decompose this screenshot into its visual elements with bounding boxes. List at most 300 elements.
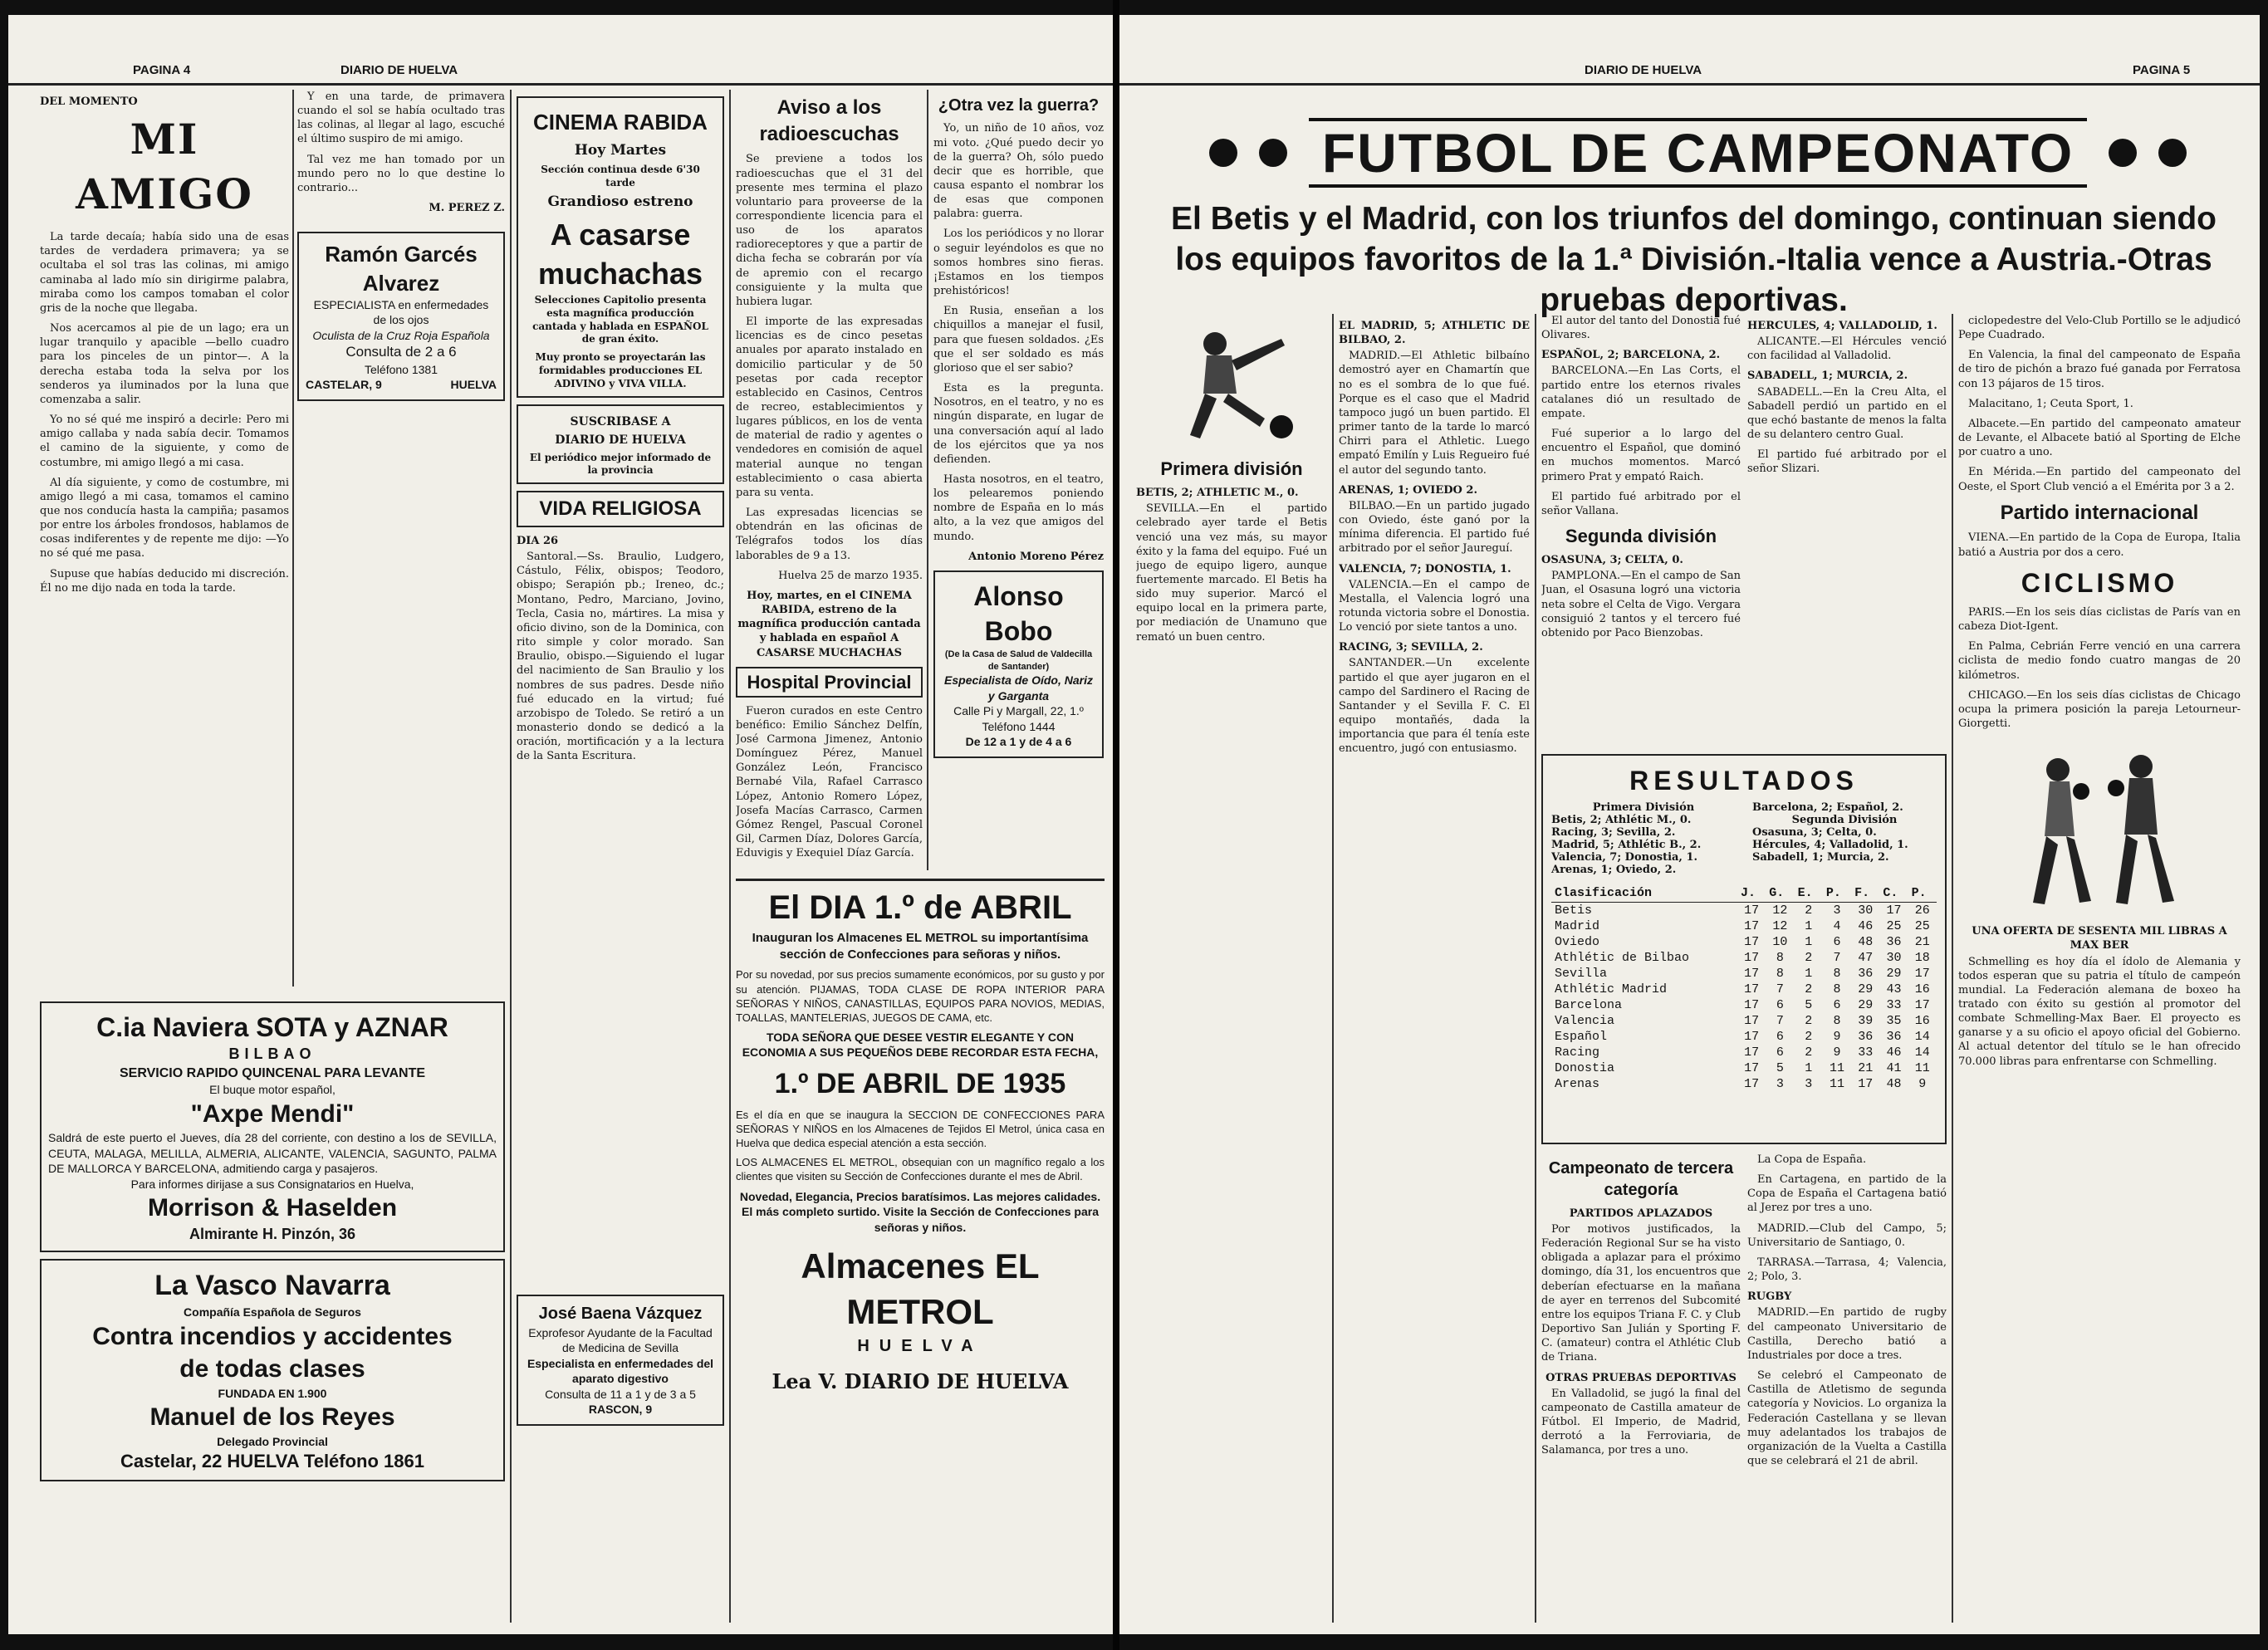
team-name: Oviedo [1555, 935, 1600, 949]
ad-address: CASTELAR, 9 [306, 378, 382, 392]
standings-row [1551, 966, 1937, 982]
ad-name: Alonso Bobo [973, 580, 1064, 647]
stat-cell: 2 [1805, 982, 1813, 996]
paragraph: Las expresadas licencias se obtendrán en las oficinas de Telégrafos todos los días laborables de 9 a 13. [736, 507, 923, 562]
subscribe-box [517, 404, 724, 485]
stat-cell: 3 [1805, 1077, 1813, 1091]
paragraph: En Cartagena, en partido de la Copa de España el Cartagena batió al Jerez por tres a uno. [1747, 1173, 1947, 1215]
stat-cell: 21 [1858, 1061, 1874, 1075]
stat-cell: 30 [1886, 951, 1902, 965]
ad-address: Calle Pi y Margall, 22, 1.º [953, 704, 1084, 718]
stat-cell: 17 [1744, 951, 1760, 965]
standings-header: E. [1795, 884, 1823, 903]
standings-row [1551, 982, 1937, 997]
metrol-body: Es el día en que se inaugura la SECCION DE CONFECCIONES PARA SEÑORAS Y NIÑOS en los Almacenes de Tejidos El Metrol, única casa en Huelva que dedica especial atención a esta sección. [736, 1108, 1105, 1150]
metrol-body: LOS ALMACENES EL METROL, obsequian con un magnífico regalo a los clientes que visiten su Sección de Confecciones durante el mes de Abril. [736, 1156, 1105, 1183]
standings-header: P. [1908, 884, 1937, 903]
section-title: Partido internacional [2000, 501, 2199, 524]
stat-cell: 41 [1886, 1061, 1902, 1075]
caption: UNA OFERTA DE SESENTA MIL LIBRAS A MAX BER [1972, 925, 2227, 952]
stat-cell: 7 [1776, 1014, 1784, 1028]
stat-cell: 17 [1744, 982, 1760, 996]
paragraph: Hoy, martes, en el CINEMA RABIDA, estreno de la magnífica producción cantada y hablada en español A CASARSE MUCHACHAS [737, 589, 921, 659]
bullet-icon [2109, 139, 2137, 167]
stat-cell: 30 [1858, 903, 1874, 918]
stat-cell: 1 [1805, 919, 1813, 933]
bullet-icon [2158, 139, 2187, 167]
stat-cell: 39 [1858, 1014, 1874, 1028]
sports-banner [1169, 115, 2226, 191]
section-title: VIDA RELIGIOSA [539, 497, 702, 521]
paragraph: Esta es la pregunta. Nosotros, en el teatro, y no es ningún disparate, en lugar de una conversación aquí al lado de los ejércitos que ya nos defienden. [933, 382, 1104, 466]
team-name: Madrid [1555, 919, 1600, 933]
stat-cell: 17 [1744, 1030, 1760, 1044]
stat-cell: 47 [1858, 951, 1874, 965]
stat-cell: 6 [1776, 1030, 1784, 1044]
stat-cell: 2 [1805, 1045, 1813, 1060]
stat-cell: 8 [1833, 982, 1841, 996]
paragraph: Yo no sé qué me inspiró a decirle: Pero mi amigo callaba y nada sabía decir. Tomamos el camino de la siguiente, y como de costumbre, mi amigo llegó a mi casa. [40, 414, 289, 469]
subscribe-line: DIARIO DE HUELVA [555, 433, 686, 448]
cinema-note: Selecciones Capitolio presenta esta magnífica producción cantada y hablada en ESPAÑOL de gran éxito. [532, 293, 708, 345]
paragraph: Nos acercamos al pie de un lago; era un lugar tranquilo y apacible —bello cuadro para los pinceles de un pintor—. A la derecha estaba toda la selva por los senderos ya iluminados por la luna que comenzaba a salir. [40, 322, 289, 406]
column-shipping-ads [40, 995, 505, 1623]
stat-cell: 17 [1744, 1045, 1760, 1060]
column-divider [510, 90, 512, 1623]
stat-cell: 17 [1744, 919, 1760, 933]
paragraph: BILBAO.—En un partido jugado con Oviedo, éste ganó por la mínima diferencia. El partido fué arbitrado por el señor Jaureguí. [1339, 499, 1530, 556]
stat-cell: 11 [1829, 1061, 1844, 1075]
section-title: Campeonato de tercera categoría [1548, 1159, 1734, 1200]
stat-cell: 2 [1805, 1030, 1813, 1044]
column-copa [1747, 1153, 1947, 1623]
hospital-heading [736, 667, 923, 698]
column-text-3 [1541, 314, 1741, 746]
paragraph: Albacete.—En partido del campeonato amateur de Levante, el Albacete batió al Sporting de Elche por cuatro a uno. [1958, 417, 2241, 459]
ad-role: Exprofesor Ayudante de la Facultad de Medicina de Sevilla [528, 1325, 713, 1355]
metrol-body: Por su novedad, por sus precios sumamente económicos, por su gusto y por su atención. PIJAMAS, TODA CLASE DE ROPA INTERIOR PARA SEÑORAS Y NIÑOS, CANASTILLAS, EQUIPOS PARA NOVIOS, MEDIAS, TOALLAS, MANTELERIAS, JUEGOS DE CAMA, etc. [736, 968, 1105, 1024]
ad-route: Saldrá de este puerto el Jueves, día 28 del corriente, con destino a los de SEVILLA, CEUTA, MALAGA, MELILLA, ALMERIA, ALICANTE, VALENCIA, SAGUNTO, PALMA DE MALLORCA Y BARCELONA, admitiendo carga y pasajeros. [48, 1131, 497, 1176]
stat-cell: 46 [1886, 1045, 1902, 1060]
cinema-ad [517, 96, 724, 398]
ad-founded: FUNDADA EN 1.900 [218, 1386, 327, 1400]
ad-line: de todas clases [179, 1355, 365, 1383]
ad-info: Para informes dirijase a sus Consignatarios en Huelva, [130, 1177, 414, 1191]
standings-row [1551, 950, 1937, 966]
stat-cell: 17 [1744, 1061, 1760, 1075]
paragraph: SEVILLA.—En el partido celebrado ayer tarde el Betis venció una vez más, su mayor éxito y la fama del equipo. Fué un juego de equipo ligero, aunque fuertemente marcado. El Betis ha sido muy superior. Marcó el equipo local en la primera parte, por mediación de Unamuno que remató un buen centro. [1136, 502, 1327, 644]
standings-header: P. [1823, 884, 1851, 903]
stat-cell: 17 [1744, 903, 1760, 918]
stat-cell: 17 [1744, 1077, 1760, 1091]
team-name: Arenas [1555, 1077, 1600, 1091]
page-gutter [1113, 0, 1119, 1650]
paragraph: Se celebró el Campeonato de Castilla de Atletismo de segunda categoría y Novicios. Lo organiza la Federación Castellana y se llevan muy adelantados los trabajos de organización de la Vuelta a Castilla que se celebrará el 21 de abril. [1747, 1369, 1947, 1467]
paragraph: MADRID.—El Athletic bilbaíno demostró ayer en Chamartín que no es el sombra de lo que fué. Porque es el caso que el Madrid tampoco jugó un buen partido. El primer tanto de la tarde lo marcó Chirri para el Athletic. Luego empató Emilín y Luis Regueiro fué el autor del segundo tanto. [1339, 350, 1530, 477]
stat-cell: 5 [1805, 998, 1813, 1012]
match-score: OSASUNA, 3; CELTA, 0. [1541, 554, 1683, 567]
left-page-number: PAGINA 4 [133, 63, 191, 77]
metrol-slogan: Novedad, Elegancia, Precios baratísimos. Las mejores calidades. El más completo surtido. Visite la Sección de Confecciones para señoras y niños. [739, 1189, 1101, 1234]
standings-header: C. [1879, 884, 1908, 903]
column-radio [736, 90, 923, 870]
paragraph: El partido fué arbitrado por el señor Vallana. [1541, 490, 1741, 517]
paragraph: Supuse que habías deducido mi discreción. Él no me dijo nada en toda la tarde. [40, 567, 289, 595]
ad-garces [297, 232, 505, 400]
standings-row [1551, 1045, 1937, 1060]
standings-row [1551, 1060, 1937, 1076]
ad-service: SERVICIO RAPIDO QUINCENAL PARA LEVANTE [119, 1065, 426, 1080]
paragraph: La tarde decaía; había sido una de esas tardes de verdadera primavera; ya se ocultaba el sol tras las colinas, mi amigo caminaba al lado mío sin dirigirme palabra, miraba como los campos tomaban el color gris de la noche que llegaba. [40, 231, 289, 315]
stat-cell: 25 [1886, 919, 1902, 933]
ad-hours: Consulta de 2 a 6 [345, 344, 457, 360]
day-label: DIA 26 [517, 534, 559, 547]
team-name: Athlétic de Bilbao [1555, 951, 1690, 965]
ad-address: Castelar, 22 HUELVA Teléfono 1861 [120, 1451, 424, 1472]
paragraph: Por motivos justificados, la Federación Regional Sur se ha visto obligada a aplazar para el próximo domingo, día 31, los encuentros que deberían efectuarse en la mañana de ayer en terrenos del Subcomité entre los equipos Triana F. C. y Club Deportivo San Julián y Sporting F. C. (amateur) contra el Athlétic Club de Triana. [1541, 1222, 1741, 1364]
stat-cell: 48 [1886, 1077, 1902, 1091]
stat-cell: 36 [1858, 967, 1874, 981]
film-title: muchachas [537, 257, 703, 291]
result-line: Valencia, 7; Donostia, 1. [1551, 851, 1698, 864]
stat-cell: 9 [1833, 1030, 1841, 1044]
ad-ship-intro: El buque motor español, [209, 1083, 336, 1097]
match-score: HERCULES, 4; VALLADOLID, 1. [1747, 320, 1937, 332]
match-score: VALENCIA, 7; DONOSTIA, 1. [1339, 562, 1511, 575]
ad-agent-role: Delegado Provincial [217, 1434, 328, 1448]
result-line: Arenas, 1; Oviedo, 2. [1551, 864, 1677, 876]
metrol-city: HUELVA [857, 1336, 983, 1355]
paragraph: SANTANDER.—Un excelente partido el que ayer jugaron en el campo del Sardinero el Racing de Santander y el Sevilla F. C. El equipo montañés, dada la importancia que para él tenía este encuentro, jugó con entusiasmo. [1339, 657, 1530, 756]
boxers-illustration [2000, 737, 2199, 919]
stat-cell: 11 [1829, 1077, 1844, 1091]
paragraph: Tal vez me han tomado por un mundo pero no lo que destine lo contrario... [297, 153, 505, 194]
paragraph: VIENA.—En partido de la Copa de Europa, Italia batió a Austria por dos a cero. [1958, 531, 2241, 559]
ad-agents-address: Almirante H. Pinzón, 36 [189, 1225, 356, 1242]
stat-cell: 14 [1914, 1030, 1930, 1044]
result-line: Madrid, 5; Athlétic B., 2. [1551, 839, 1702, 851]
ad-address: RASCON, 9 [588, 1403, 653, 1417]
stat-cell: 29 [1858, 982, 1874, 996]
ad-name: José Baena Vázquez [538, 1305, 703, 1324]
stat-cell: 10 [1772, 935, 1788, 949]
paragraph: En Valencia, la final del campeonato de España de tiro de pichón a brazo fué ganada por Ferratosa con 13 pájaros de 15 tiros. [1958, 349, 2241, 390]
match-score: ESPAÑOL, 2; BARCELONA, 2. [1541, 349, 1721, 362]
ad-hours: De 12 a 1 y de 4 a 6 [965, 735, 1072, 749]
paragraph: SABADELL.—En la Creu Alta, el Sabadell perdió un partido en el que echó bastante de menos la falta de su delantero centro Gual. [1747, 385, 1947, 442]
ad-company: C.ia Naviera SOTA y AZNAR [96, 1012, 448, 1042]
standings-header: G. [1766, 884, 1794, 903]
stat-cell: 8 [1776, 951, 1784, 965]
stat-cell: 2 [1805, 903, 1813, 918]
metrol-subhead: Inauguran los Almacenes EL METROL su importantísima sección de Confecciones para señoras y niños. [752, 930, 1089, 962]
result-line: Osasuna, 3; Celta, 0. [1752, 826, 1877, 839]
section-subtitle: OTRAS PRUEBAS DEPORTIVAS [1545, 1371, 1737, 1384]
stat-cell: 7 [1776, 982, 1784, 996]
stat-cell: 17 [1744, 1014, 1760, 1028]
result-line: Racing, 3; Sevilla, 2. [1551, 826, 1676, 839]
stat-cell: 46 [1858, 919, 1874, 933]
article-title: MI AMIGO [76, 115, 253, 219]
article-title: ¿Otra vez la guerra? [938, 96, 1100, 115]
results-box [1541, 754, 1947, 1144]
paragraph: En Rusia, enseñan a los chiquillos a manejar el fusil, para que fuesen soldados. ¿Es que el ser soldado es más glorioso que el ser sabio? [933, 305, 1104, 375]
stat-cell: 25 [1914, 919, 1930, 933]
paragraph: ALICANTE.—El Hércules venció con facilidad al Valladolid. [1747, 335, 1947, 363]
team-name: Sevilla [1555, 967, 1608, 981]
metrol-body: TODA SEÑORA QUE DESEE VESTIR ELEGANTE Y CON ECONOMIA A SUS PEQUEÑOS DEBE RECORDAR ESTA FECHA, [742, 1031, 1099, 1060]
cinema-premiere: Grandioso estreno [547, 193, 693, 211]
header-rule [1119, 83, 2260, 86]
stat-cell: 5 [1776, 1061, 1784, 1075]
ad-agent: Manuel de los Reyes [149, 1403, 395, 1432]
match-score: SABADELL, 1; MURCIA, 2. [1747, 370, 1908, 383]
paragraph: PAMPLONA.—En el campo de San Juan, el Osasuna logró una victoria neta sobre el Celta de Vigo. Vergara consiguió 2 tantos y el tercero fué obtenido por Paco Bienzobas. [1541, 570, 1741, 639]
column-mi-amigo-cont [297, 90, 505, 771]
paragraph: En Valladolid, se jugó la final del campeonato de Castilla amateur de Fútbol. El Imperio, de Madrid, derrotó a la Ferroviaria, de Salamanca, por tres a uno. [1541, 1387, 1741, 1457]
ad-company: La Vasco Navarra [154, 1270, 390, 1302]
paragraph: El autor del tanto del Donostia fué Olivares. [1541, 315, 1741, 342]
paragraph: TARRASA.—Tarrasa, 4; Valencia, 2; Polo, 3. [1747, 1256, 1947, 1284]
stat-cell: 16 [1914, 982, 1930, 996]
paragraph: PARIS.—En los seis días ciclistas de París van en cabeza Diot-Igent. [1958, 605, 2241, 634]
standings-table [1551, 884, 1937, 1092]
standings-header: F. [1851, 884, 1879, 903]
stat-cell: 35 [1886, 1014, 1902, 1028]
cinema-today: Hoy Martes [574, 142, 667, 159]
ad-vasco-navarra [40, 1259, 505, 1481]
paragraph: El importe de las expresadas licencias es de cinco pesetas anuales por aparato instalado en domicilio particular y de 50 pesetas por cada receptor establecido en Casinos, Centros de recreo, establecimientos y lugares públicos, en los de venta de material de radio y agentes o vendedores en comisión de aquel material aunque no tengan establecimiento o casa abierta para su venta. [736, 316, 923, 499]
column-divider [1332, 314, 1334, 1623]
result-line: Barcelona, 2; Español, 2. [1752, 801, 1903, 814]
team-name: Español [1555, 1030, 1608, 1044]
result-line: Hércules, 4; Valladolid, 1. [1752, 839, 1908, 851]
paragraph: VALENCIA.—En el campo de Mestalla, el Valencia logró una rotunda victoria sobre el Donostia. Lo venció por siete tantos a uno. [1339, 578, 1530, 634]
stat-cell: 48 [1858, 935, 1874, 949]
stat-cell: 11 [1914, 1061, 1930, 1075]
ad-name: Alvarez [362, 270, 440, 296]
stat-cell: 14 [1914, 1045, 1930, 1060]
results-segunda-head: Segunda División [1791, 814, 1898, 826]
result-line: Sabadell, 1; Murcia, 2. [1752, 851, 1889, 864]
article-title: Aviso a los radioescuchas [759, 96, 899, 145]
section-subtitle: RUGBY [1747, 1290, 1792, 1304]
standings-row [1551, 1076, 1937, 1092]
paragraph: CHICAGO.—En los seis días ciclistas de Chicago ocupa la primera posición la pareja Letourneur-Giorgetti. [1958, 688, 2241, 731]
stat-cell: 17 [1914, 967, 1930, 981]
stat-cell: 29 [1886, 967, 1902, 981]
column-cinema [517, 90, 724, 1623]
stat-cell: 43 [1886, 982, 1902, 996]
ad-agents: Morrison & Haselden [147, 1194, 398, 1222]
banner-title: FUTBOL DE CAMPEONATO [1309, 118, 2087, 188]
column-internacional [1958, 314, 2241, 1623]
stat-cell: 2 [1805, 951, 1813, 965]
ad-specialty: Especialista en enfermedades del aparato digestivo [527, 1356, 714, 1386]
stat-cell: 8 [1833, 967, 1841, 981]
column-guerra [933, 90, 1104, 870]
ad-city: HUELVA [450, 378, 497, 392]
match-score: RACING, 3; SEVILLA, 2. [1339, 641, 1483, 654]
team-name: Athlétic Madrid [1555, 982, 1668, 996]
paragraph: Hasta nosotros, en el teatro, los pelearemos poniendo nombre de España en lo más alto, a la vez que amigos del mundo. [933, 472, 1104, 543]
stat-cell: 17 [1744, 935, 1760, 949]
column-primera [1136, 314, 1327, 1623]
paragraph: Huelva 25 de marzo 1935. [778, 569, 923, 582]
results-title: RESULTADOS [1629, 766, 1859, 796]
ad-specialty: Especialista de Oído, Nariz y Garganta [944, 673, 1093, 703]
footer-slogan: Lea V. DIARIO DE HUELVA [772, 1369, 1069, 1394]
stat-cell: 6 [1776, 1045, 1784, 1060]
stat-cell: 12 [1772, 919, 1788, 933]
paragraph: MADRID.—En partido de rugby del campeonato Universitario de Castilla, Derecho batió a Industriales por doce a tres. [1747, 1306, 1947, 1362]
ad-ship-name: "Axpe Mendi" [190, 1099, 355, 1128]
column-divider [292, 90, 294, 987]
right-page [1119, 15, 2260, 1634]
paragraph: Yo, un niño de 10 años, voz mi voto. ¿Qué puedo decir yo de la guerra? Oh, sólo puedo decir que es horrible, que causa espanto el nombrar los de esas que componen palabra: guerra. [933, 122, 1104, 221]
stat-cell: 17 [1744, 967, 1760, 981]
team-name: Valencia [1555, 1014, 1615, 1028]
subscribe-line: El periódico mejor informado de la provincia [529, 451, 712, 477]
paragraph: Malacitano, 1; Ceuta Sport, 1. [1968, 397, 2133, 410]
ad-sub: (De la Casa de Salud de Valdecilla de Santander) [944, 649, 1093, 672]
match-score: ARENAS, 1; OVIEDO 2. [1339, 483, 1477, 497]
ad-clinic: Oculista de la Cruz Roja Española [312, 328, 490, 342]
column-divider [927, 90, 928, 870]
stat-cell: 9 [1833, 1045, 1841, 1060]
section-subtitle: PARTIDOS APLAZADOS [1569, 1207, 1713, 1220]
stat-cell: 4 [1833, 919, 1841, 933]
ad-specialty: ESPECIALISTA en enfermedades de los ojos [313, 297, 489, 327]
stat-cell: 3 [1833, 903, 1841, 918]
stat-cell: 6 [1833, 935, 1841, 949]
ad-metrol [736, 879, 1105, 1623]
ad-sub: Compañía Española de Seguros [184, 1305, 361, 1320]
team-name: Barcelona [1555, 998, 1623, 1012]
section-title: Hospital Provincial [747, 671, 912, 693]
stat-cell: 3 [1776, 1077, 1784, 1091]
headline-deck: El Betis y el Madrid, con los triunfos del domingo, continuan siendo los equipos favoritos de la 1.ª División.-Italia vence a Austria.-Otras pruebas deportivas. [1171, 201, 2217, 318]
paragraph: Se previene a todos los radioescuchas que el 31 del presente mes termina el plazo voluntario para proveerse de la correspondiente licencia para el uso de los aparatos radioreceptores y que a partir de dicha fecha se cobrarán por vía de apremio con el recargo consiguiente y la multa que hubiera lugar. [736, 153, 923, 308]
standings-row [1551, 997, 1937, 1013]
ad-name: Ramón Garcés [325, 242, 478, 267]
paragraph: Fué superior a lo largo del encuentro el Español, que dominó en muchos momentos. Marcó primero Prat y empató Raich. [1541, 428, 1741, 483]
byline: Antonio Moreno Pérez [968, 550, 1104, 563]
result-line: Betis, 2; Athlétic M., 0. [1551, 814, 1692, 826]
stat-cell: 2 [1805, 1014, 1813, 1028]
header-rule [8, 83, 1113, 86]
paragraph: Schmelling es hoy día el ídolo de Alemania y todos esperan que su patria el título de campeón mundial. La Federación alemana de boxeo ha tratado con éxito su gestión al promotor del combate Schmelling-Max Baer. El proyecto es ganarse y a su oficio el apoyo oficial del Gobierno. Al actual detentor del título se le han ofrecido 70.000 libras para enfrentarse con Schmelling. [1958, 955, 2241, 1068]
ad-hours: Consulta de 11 a 1 y de 3 a 5 [545, 1387, 696, 1401]
stat-cell: 1 [1805, 967, 1813, 981]
column-divider [1952, 314, 1953, 1623]
stat-cell: 16 [1914, 1014, 1930, 1028]
stat-cell: 36 [1858, 1030, 1874, 1044]
ad-alonso [933, 570, 1104, 758]
left-page-masthead: DIARIO DE HUELVA [340, 63, 458, 77]
paragraph: En Mérida.—En partido del campeonato del Oeste, el Sport Club venció a el Emérita por 3 a 2. [1958, 466, 2241, 493]
right-page-masthead: DIARIO DE HUELVA [1585, 63, 1702, 77]
standings-row [1551, 934, 1937, 950]
results-primera-head: Primera División [1592, 801, 1695, 814]
stat-cell: 36 [1886, 1030, 1902, 1044]
right-page-number: PAGINA 5 [2133, 63, 2191, 77]
paragraph: El partido fué arbitrado por el señor Slizari. [1747, 448, 1947, 476]
standings-header: J. [1737, 884, 1766, 903]
stat-cell: 36 [1886, 935, 1902, 949]
column-tercera [1541, 1153, 1741, 1623]
stat-cell: 6 [1833, 998, 1841, 1012]
standings-row [1551, 918, 1937, 934]
paragraph: Fueron curados en este Centro benéfico: Emilio Sánchez Delfín, José Carmona Jimenez, Antonio Domínguez Pérez, Manuel González León, Francisco Bernabé Vila, Rafael Carrasco López, Antonio Romero López, Josefa Macías Carrasco, Carmen Gómez Rengel, Pascual Coronel Gil, Carmen Díaz, Dolores García, Eduvigis y Exequiel Díaz García. [736, 704, 923, 860]
bullet-icon [1259, 139, 1287, 167]
standings-header: Clasificación [1551, 884, 1737, 903]
match-score: BETIS, 2; ATHLETIC M., 0. [1136, 487, 1299, 500]
team-name: Betis [1555, 903, 1593, 918]
stat-cell: 9 [1918, 1077, 1927, 1091]
stat-cell: 7 [1833, 951, 1841, 965]
standings-row [1551, 1029, 1937, 1045]
stat-cell: 21 [1914, 935, 1930, 949]
stat-cell: 12 [1772, 903, 1788, 918]
paragraph: Santoral.—Ss. Braulio, Ludgero, Cástulo, Félix, obispos; Teodoro, obispo; Serapión pb.; Ireneo, dc.; Montano, Pedro, Marciano, Jovino, Tecla, Casia no, mártires. La misa y oficio divino, son de la Dominica, con rito simple y color morado. San Braulio, obispo.—Siguiendo el lugar del nacimiento de San Braulio y los nombres de sus padres. Desde niño fué educado en la virtud; fué arzobispo de Toledo. Se retiró a un monasterio dondo se dedicó a la oración, mortificación y a la lectura de la Santa Escritura. [517, 551, 724, 763]
stat-cell: 33 [1858, 1045, 1874, 1060]
ad-phone: Teléfono 1444 [982, 719, 1056, 733]
metrol-brand: Almacenes EL METROL [801, 1246, 1040, 1332]
paragraph: La Copa de España. [1757, 1153, 1867, 1166]
paragraph: Y en una tarde, de primavera cuando el sol se había ocultado tras las colinas, al llegar al lago, escuché el último suspiro de mi amigo. [297, 91, 505, 146]
paragraph: Los los periódicos y no llorar o seguir leyéndolos es que no somos hombres sino fieras. ¡Estamos en los tiempos prehistóricos! [933, 228, 1104, 298]
metrol-date: 1.º DE ABRIL DE 1935 [774, 1067, 1066, 1099]
subscribe-line: SUSCRIBASE A [570, 414, 671, 428]
standings-row [1551, 1013, 1937, 1029]
ad-naviera [40, 1001, 505, 1252]
section-title: Segunda división [1565, 526, 1717, 547]
stat-cell: 8 [1833, 1014, 1841, 1028]
section-title: CICLISMO [2021, 567, 2178, 598]
stat-cell: 29 [1858, 998, 1874, 1012]
stat-cell: 1 [1805, 935, 1813, 949]
paragraph: Al día siguiente, y como de costumbre, mi amigo llegó a mi casa, tomamos el camino que nos conducía hasta la campiña; pasamos por entre los árboles frondosos, hablamos de cosas indiferentes y de repente me dijo: —Yo no sé qué me pasa. [40, 476, 289, 561]
ad-phone: Teléfono 1381 [365, 362, 438, 376]
stat-cell: 26 [1914, 903, 1930, 918]
team-name: Racing [1555, 1045, 1600, 1060]
paragraph: ciclopedestre del Velo-Club Portillo se le adjudicó Pepe Cuadrado. [1958, 315, 2241, 342]
footballer-illustration [1157, 319, 1306, 452]
paragraph: BARCELONA.—En Las Corts, el partido entre los eternos rivales catalanes dió un resultado de empate. [1541, 365, 1741, 420]
standings-row [1551, 903, 1937, 919]
cinema-coming: Muy pronto se proyectarán las formidables producciones EL ADIVINO y VIVA VILLA. [535, 351, 706, 389]
paragraph: MADRID.—Club del Campo, 5; Universitario de Santiago, 0. [1747, 1222, 1947, 1249]
cinema-title: CINEMA RABIDA [533, 110, 708, 135]
stat-cell: 18 [1914, 951, 1930, 965]
bullet-icon [1209, 139, 1237, 167]
film-title: A casarse [550, 217, 691, 252]
stat-cell: 17 [1914, 998, 1930, 1012]
cinema-session: Sección continua desde 6'30 tarde [541, 163, 700, 189]
paragraph: En Palma, Cebrián Ferre venció en una carrera ciclista de medio fondo cuatro mangas de 20 kilómetros. [1958, 640, 2241, 682]
ad-line: Contra incendios y accidentes [92, 1322, 453, 1350]
stat-cell: 1 [1805, 1061, 1813, 1075]
column-divider [729, 90, 731, 1623]
section-label: DEL MOMENTO [40, 95, 138, 108]
vida-religiosa-heading [517, 491, 724, 527]
ad-baena [517, 1295, 724, 1425]
metrol-headline: El DIA 1.º de ABRIL [768, 889, 1072, 926]
stat-cell: 33 [1886, 998, 1902, 1012]
column-text-4 [1747, 314, 1947, 746]
column-divider [1535, 314, 1536, 1623]
